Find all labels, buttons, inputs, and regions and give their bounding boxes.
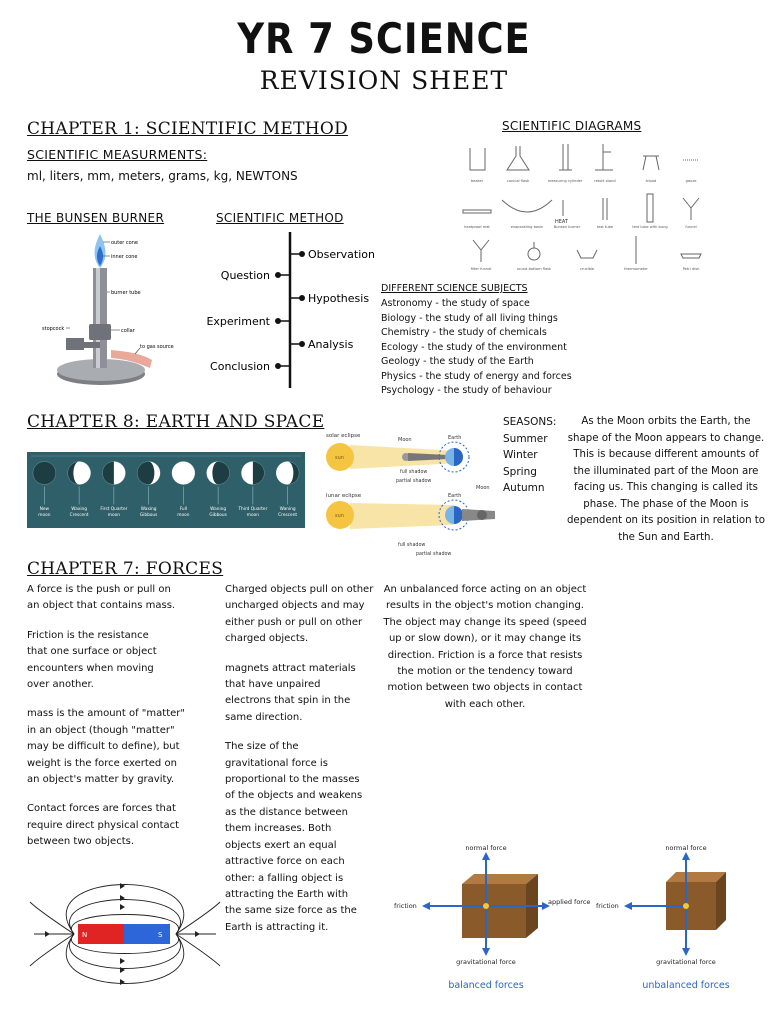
- subject-item: Astronomy - the study of space: [381, 298, 530, 309]
- full-shadow-label: full shadow: [400, 470, 428, 475]
- scientific-method-diagram: [206, 228, 375, 390]
- text-line: The object may change its speed (speed: [383, 616, 587, 628]
- moon-phase-label: Gibbous: [209, 513, 227, 518]
- moon-phase: [33, 462, 56, 519]
- diagram-label: evaporating basin: [510, 225, 544, 229]
- seasons-heading: SEASONS:: [503, 416, 557, 428]
- moon-phase-label: Waning: [279, 507, 296, 512]
- text-line: The size of the: [225, 741, 299, 753]
- text-line: over another.: [27, 679, 94, 691]
- text-line: with each other.: [444, 698, 526, 710]
- method-step: Question: [220, 269, 270, 282]
- text-line: an object's matter by gravity.: [27, 774, 175, 786]
- moon-phase-label: Waxing: [140, 507, 157, 512]
- balanced-forces-caption: balanced forces: [448, 980, 524, 991]
- moon-label: Moon: [398, 437, 412, 443]
- moon-text-line: dependent on its position in relation to: [566, 515, 766, 526]
- bunsen-label: inner cone: [111, 254, 138, 260]
- method-step: Conclusion: [210, 360, 270, 373]
- text-line: the motion or the tendency toward: [397, 666, 573, 678]
- diagram-label: filter funnel: [470, 267, 492, 271]
- moon-text-line: the Sun and Earth.: [618, 531, 714, 543]
- moon-phases-diagram: [27, 452, 305, 528]
- moon-phase-label: moon: [38, 513, 51, 518]
- bunsen-burner-diagram: [40, 228, 200, 390]
- full-shadow-label: full shadow: [398, 543, 426, 548]
- paragraph: [225, 582, 385, 648]
- page-subtitle: REVISION SHEET: [259, 66, 509, 95]
- forces-col2: [225, 582, 385, 936]
- moon-phase: [207, 462, 230, 519]
- gravitational-force-label: gravitational force: [656, 958, 716, 966]
- text-line: an object that contains mass.: [27, 600, 176, 612]
- magnet-s-label: S: [158, 931, 163, 939]
- measurements-heading: SCIENTIFIC MEASURMENTS:: [27, 147, 208, 162]
- diagram-label: crucible: [579, 267, 595, 271]
- moon-text-line: shape of the Moon appears to change.: [567, 432, 765, 444]
- text-line: between two objects.: [27, 836, 135, 848]
- moon-label: Moon: [476, 485, 490, 491]
- moon-phase-text: [564, 414, 768, 546]
- forces-col3: [380, 582, 590, 713]
- method-step: Analysis: [308, 338, 354, 351]
- moon-phase-label: New: [39, 507, 50, 512]
- earth-label: Earth: [448, 435, 462, 441]
- forces-col1: [27, 582, 222, 851]
- diagram-label: funnel: [685, 225, 697, 229]
- paragraph: [225, 739, 385, 936]
- moon-phase-label: Waxing: [71, 507, 88, 512]
- diagram-label: measuring cylinder: [547, 179, 583, 183]
- solar-eclipse-label: solar eclipse: [326, 433, 361, 439]
- method-step: Experiment: [206, 315, 270, 328]
- text-line: require direct physical contact: [27, 819, 180, 831]
- diagram-label: Bunsen burner: [553, 225, 581, 229]
- season-item: Autumn: [503, 482, 545, 494]
- magnet-n-label: N: [82, 931, 88, 939]
- text-line: in an object (though "matter": [27, 724, 175, 736]
- method-step: Hypothesis: [308, 292, 370, 305]
- diagram-label: heatproof mat: [464, 225, 490, 229]
- sun-label: sun: [335, 513, 344, 519]
- moon-phase-label: moon: [177, 513, 190, 518]
- subjects-list: [381, 297, 581, 399]
- bunsen-label: to gas source: [140, 344, 174, 350]
- text-line: Friction is the resistance: [27, 629, 149, 641]
- text-line: charged objects.: [225, 633, 309, 645]
- moon-phase-label: Crescent: [278, 513, 298, 518]
- chapter1-heading: CHAPTER 1: SCIENTIFIC METHOD: [27, 119, 349, 139]
- bunsen-label: collar: [121, 328, 135, 334]
- text-line: either push or pull on other: [225, 616, 363, 628]
- text-line: objects exert an equal: [225, 839, 337, 851]
- page-title: YR 7 SCIENCE: [237, 14, 531, 63]
- text-line: electrons that spin in the: [225, 695, 351, 707]
- moon-phases-panel: [27, 452, 305, 528]
- text-line: as the distance between: [225, 806, 348, 818]
- moon-phase-label: Third Quarter: [238, 507, 268, 512]
- paragraph: [225, 661, 385, 727]
- moon-phase: [276, 462, 299, 519]
- eclipse-diagram: [320, 425, 498, 560]
- subject-item: Physics - the study of energy and forces: [381, 370, 572, 382]
- moon-text-line: As the Moon orbits the Earth, the: [581, 416, 751, 427]
- diagram-label: test tube with bung: [632, 225, 668, 229]
- gravitational-force-label: gravitational force: [456, 958, 516, 966]
- chapter8-heading: CHAPTER 8: EARTH AND SPACE: [27, 412, 325, 432]
- diagram-label: round-bottom flask: [516, 267, 552, 271]
- partial-shadow-label: partial shadow: [396, 479, 432, 484]
- partial-shadow-label: partial shadow: [416, 552, 452, 557]
- text-line: up or slow down), or it may change its: [388, 633, 582, 645]
- paragraph: [27, 801, 222, 850]
- subject-item: Biology - the study of all living things: [381, 312, 558, 324]
- bunsen-heading: THE BUNSEN BURNER: [27, 211, 165, 225]
- diagram-label: test tube: [596, 225, 614, 229]
- moon-phase-label: Crescent: [69, 513, 89, 518]
- moon-text-line: This is because different amounts of: [573, 449, 759, 460]
- text-line: may be difficult to define), but: [27, 741, 180, 753]
- diagram-label: beaker: [470, 179, 484, 183]
- text-line: uncharged objects and may: [225, 600, 365, 612]
- text-line: proportional to the masses: [225, 774, 360, 786]
- bunsen-label: outer cone: [111, 240, 138, 246]
- text-line: attracting the Earth with: [225, 888, 349, 900]
- text-line: A force is the push or pull on: [27, 584, 171, 595]
- moon-phase-label: First Quarter: [100, 507, 128, 512]
- moon-phase: [172, 462, 195, 519]
- text-line: gravitational force is: [225, 757, 328, 769]
- moon-text-line: phase. The phase of the Moon is: [583, 498, 749, 510]
- diagram-label: gauze: [685, 179, 697, 183]
- text-line: Contact forces are forces that: [27, 803, 176, 815]
- normal-force-label: normal force: [465, 844, 507, 852]
- chapter7-heading: CHAPTER 7: FORCES: [27, 559, 224, 579]
- text-line: weight is the force exerted on: [27, 757, 177, 769]
- paragraph: [27, 628, 222, 694]
- unbalanced-forces-diagram: [590, 840, 760, 1000]
- bunsen-label: stopcock: [42, 326, 65, 332]
- sun-label: sun: [335, 455, 344, 461]
- diagram-label: thermometer: [624, 267, 648, 271]
- text-line: them increases. Both: [225, 823, 332, 835]
- earth-label: Earth: [448, 493, 462, 499]
- balanced-forces-diagram: [390, 840, 590, 1000]
- subject-item: Geology - the study of the Earth: [381, 356, 534, 367]
- unbalanced-forces-caption: unbalanced forces: [642, 980, 730, 991]
- moon-phase-label: moon: [107, 513, 120, 518]
- text-line: of the objects and weakens: [225, 790, 363, 802]
- magnet-field-diagram: [30, 868, 220, 998]
- subject-item: Ecology - the study of the environment: [381, 341, 567, 353]
- paragraph: [27, 706, 222, 788]
- moon-phase-label: Gibbous: [139, 513, 158, 518]
- season-item: Winter: [503, 449, 538, 461]
- moon-phase: [100, 462, 127, 519]
- lunar-eclipse-label: lunar eclipse: [326, 493, 362, 499]
- moon-phase: [237, 462, 267, 519]
- friction-label: friction: [596, 902, 619, 910]
- text-line: Charged objects pull on other: [225, 584, 374, 595]
- text-line: that one surface or object: [27, 646, 157, 658]
- diagram-label: Petri dish: [682, 267, 700, 271]
- method-step: Observation: [308, 248, 375, 261]
- diagram-label: conical flask: [506, 179, 530, 183]
- diagram-label: retort stand: [594, 179, 616, 183]
- text-line: same direction.: [225, 711, 303, 723]
- moon-phase-label: moon: [246, 513, 259, 518]
- equipment-diagrams: [455, 140, 717, 275]
- text-line: the same size force as the: [225, 905, 357, 917]
- moon-text-line: the illuminated part of the Moon are: [573, 465, 759, 477]
- text-line: attractive force on each: [225, 856, 345, 868]
- subject-item: Chemistry - the study of chemicals: [381, 327, 547, 338]
- text-line: other: a falling object is: [225, 872, 344, 884]
- subjects-heading: DIFFERENT SCIENCE SUBJECTS: [381, 283, 528, 294]
- diagrams-heading: SCIENTIFIC DIAGRAMS: [502, 119, 642, 133]
- text-line: An unbalanced force acting on an object: [383, 584, 587, 595]
- season-item: Spring: [503, 465, 537, 478]
- seasons-block: [503, 414, 556, 497]
- moon-phase: [137, 462, 160, 519]
- moon-phase: [68, 462, 91, 519]
- measurements-text: ml, liters, mm, meters, grams, kg, NEWTONS: [27, 169, 298, 183]
- paragraph: [27, 582, 222, 615]
- bunsen-label: burner tube: [111, 290, 141, 296]
- method-heading: SCIENTIFIC METHOD: [216, 211, 344, 225]
- moon-phase-label: Full: [179, 507, 188, 512]
- text-line: mass is the amount of "matter": [27, 708, 185, 720]
- diagram-label: tripod: [645, 179, 657, 183]
- text-line: that have unpaired: [225, 679, 321, 691]
- text-line: Earth is attracting it.: [225, 921, 329, 933]
- text-line: motion between two objects in contact: [387, 682, 583, 694]
- text-line: encounters when moving: [27, 662, 154, 674]
- text-line: results in the object's motion changing.: [385, 600, 584, 612]
- friction-label: friction: [394, 902, 417, 910]
- season-item: Summer: [503, 432, 548, 445]
- subject-item: Psychology - the study of behaviour: [381, 385, 552, 396]
- heat-label: HEAT: [555, 219, 569, 225]
- applied-force-label: applied force: [548, 898, 591, 906]
- text-line: direction. Friction is a force that resists: [387, 649, 583, 661]
- normal-force-label: normal force: [665, 844, 707, 852]
- text-line: magnets attract materials: [225, 662, 356, 674]
- moon-phase-label: Waning: [210, 507, 227, 512]
- moon-text-line: facing us. This changing is called its: [574, 482, 758, 493]
